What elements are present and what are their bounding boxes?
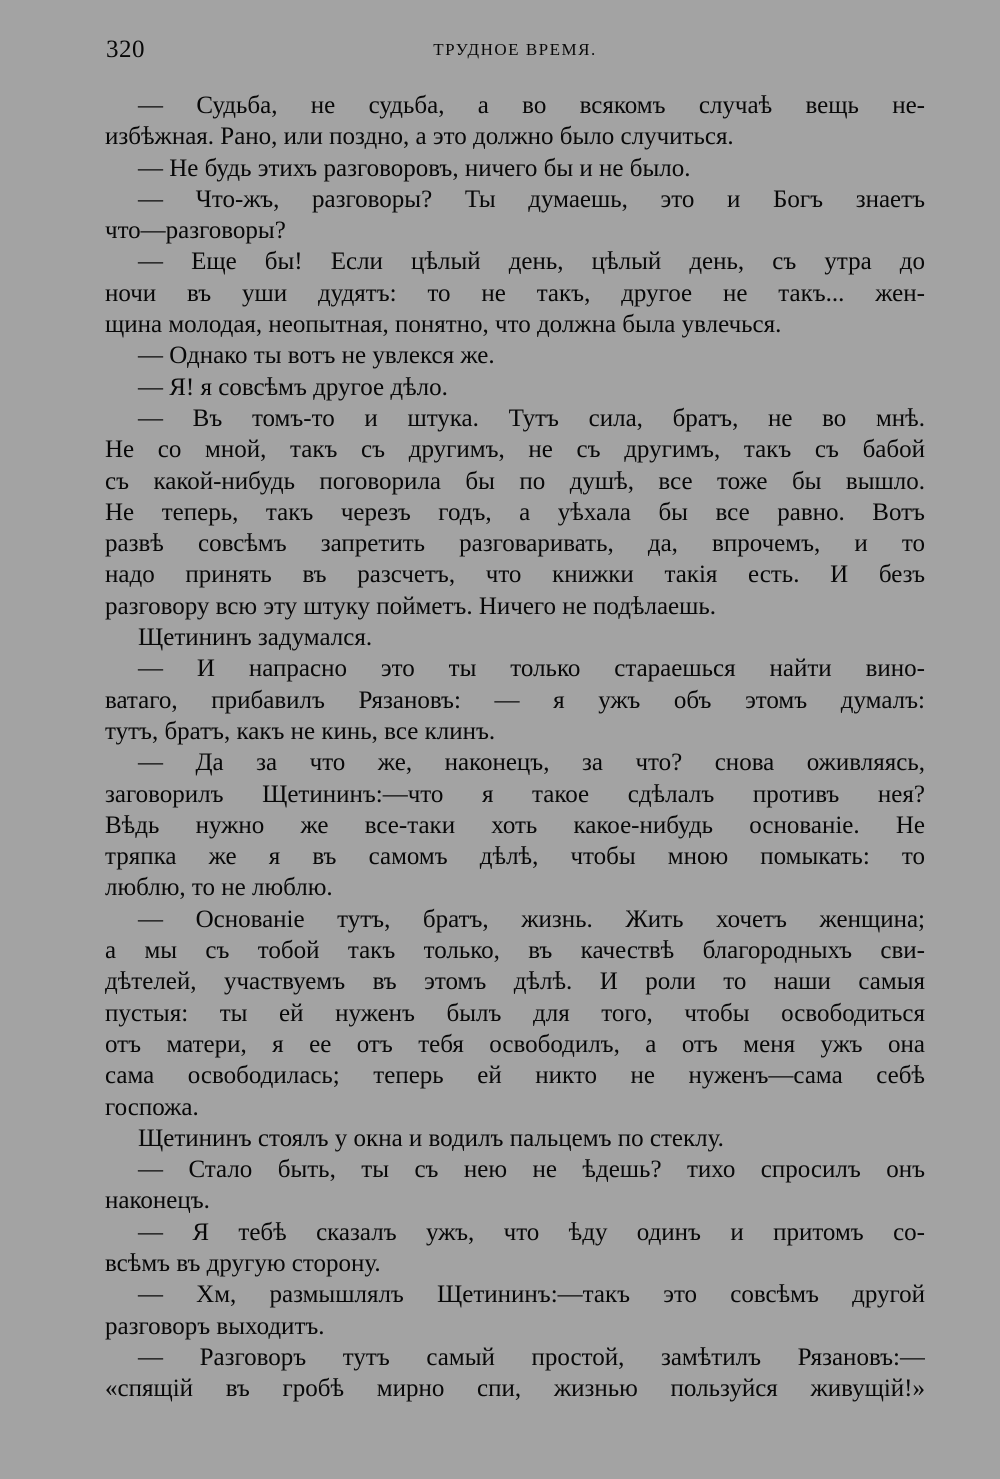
running-head (106, 36, 924, 66)
text-line: разговору всю эту штуку пойметъ. Ничего не подѣлаешь. (105, 592, 717, 620)
text-line: щина молодая, неопытная, понятно, что должна была увлечься. (105, 311, 782, 339)
text-line: разговоръ выходитъ. (105, 1312, 325, 1340)
text-line: пустыя: ты ей нуженъ былъ для того, чтобы освободиться (105, 999, 925, 1027)
text-line: — Хм, размышлялъ Щетининъ:—такъ это совсѣмъ другой (138, 1281, 925, 1309)
text-line: съ какой-нибудь поговорила бы по душѣ, все тоже бы вышло. (105, 467, 925, 495)
text-line: Щетининъ стоялъ у окна и водилъ пальцемъ по стеклу. (138, 1124, 724, 1152)
text-line: Не со мной, такъ съ другимъ, не съ другимъ, такъ съ бабой (105, 436, 925, 464)
text-line: Щетининъ задумался. (138, 624, 373, 652)
text-line: — Однако ты вотъ не увлекся же. (138, 342, 495, 370)
text-line: сама освободилась; теперь ей никто не нуженъ—сама себѣ (105, 1062, 925, 1090)
text-line: что—разговоры? (105, 217, 286, 245)
text-line: — Въ томъ-то и штука. Тутъ сила, братъ, не во мнѣ. (138, 404, 925, 432)
text-line: развѣ совсѣмъ запретить разговаривать, да, впрочемъ, и то (105, 530, 925, 558)
text-line: ватаго, прибавилъ Рязановъ: — я ужъ объ этомъ думалъ: (105, 686, 925, 714)
text-line: отъ матери, я ее отъ тебя освободилъ, а отъ меня ужъ она (105, 1030, 925, 1058)
text-line: заговорилъ Щетининъ:—что я такое сдѣлалъ противъ нея? (105, 780, 925, 808)
text-line: тряпка же я въ самомъ дѣлѣ, чтобы мною помыкать: то (105, 843, 925, 871)
text-line: надо принять въ разсчетъ, что книжки такія есть. И безъ (105, 561, 925, 589)
page-number: 320 (106, 36, 145, 63)
text-line: Не теперь, такъ черезъ годъ, а уѣхала бы все равно. Вотъ (105, 498, 925, 526)
text-line: дѣтелей, участвуемъ въ этомъ дѣлѣ. И роли то наши самыя (105, 968, 925, 996)
text-line: — Разговоръ тутъ самый простой, замѣтилъ Рязановъ:— (138, 1343, 925, 1371)
text-line: — Судьба, не судьба, а во всякомъ случаѣ вещь не- (138, 92, 925, 119)
text-line: госпожа. (105, 1093, 199, 1121)
text-line: — И напрасно это ты только стараешься найти вино- (138, 655, 925, 683)
text-line: — Не будь этихъ разговоровъ, ничего бы и не было. (138, 154, 691, 182)
text-line: — Что-жъ, разговоры? Ты думаешь, это и Богъ знаетъ (138, 185, 925, 213)
text-line: — Основаніе тутъ, братъ, жизнь. Жить хочетъ женщина; (138, 905, 925, 933)
text-line: — Да за что же, наконецъ, за что? снова оживляясь, (138, 749, 925, 777)
body-text (105, 90, 925, 1404)
text-line: — Я тебѣ сказалъ ужъ, что ѣду одинъ и притомъ со- (138, 1218, 925, 1246)
text-line: — Еще бы! Если цѣлый день, цѣлый день, съ утра до (138, 248, 925, 276)
text-line: всѣмъ въ другую сторону. (105, 1249, 381, 1277)
text-line: «спящій въ гробѣ мирно спи, жизнью пользуйся живущій!» (105, 1375, 925, 1403)
text-line: избѣжная. Рано, или поздно, а это должно было случиться. (105, 123, 734, 151)
running-title: ТРУДНОЕ ВРЕМЯ. (433, 40, 597, 59)
text-line: наконецъ. (105, 1187, 210, 1215)
text-line: Вѣдь нужно же все-таки хоть какое-нибудь основаніе. Не (105, 811, 925, 839)
text-line: — Стало быть, ты съ нею не ѣдешь? тихо спросилъ онъ (138, 1156, 925, 1184)
text-line: ночи въ уши дудятъ: то не такъ, другое не такъ... жен- (105, 279, 925, 307)
text-line: люблю, то не люблю. (105, 874, 333, 902)
text-line: а мы съ тобой такъ только, въ качествѣ благородныхъ сви- (105, 937, 925, 965)
text-line: тутъ, братъ, какъ не кинь, все клинъ. (105, 717, 496, 745)
text-line: — Я! я совсѣмъ другое дѣло. (138, 373, 448, 401)
